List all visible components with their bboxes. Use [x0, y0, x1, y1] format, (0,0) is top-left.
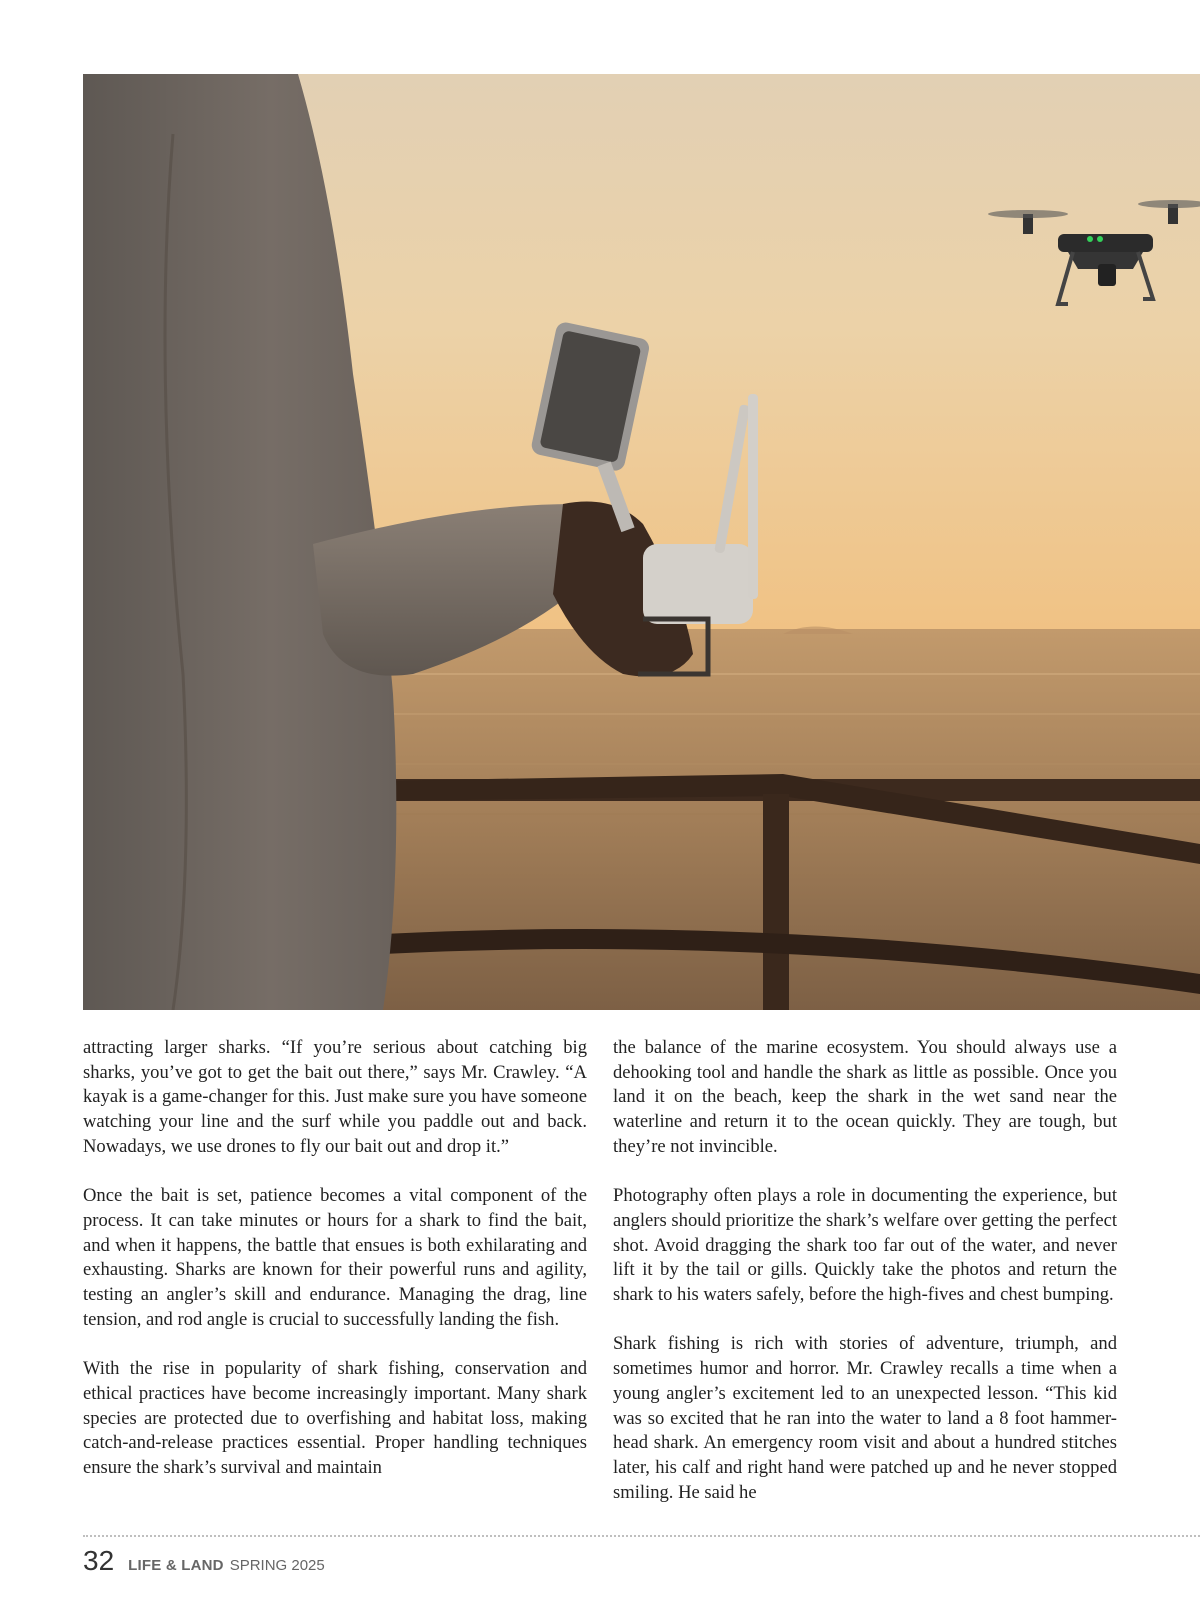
issue-label: SPRING 2025 [229, 1557, 325, 1574]
article-column-left [83, 1036, 587, 1481]
paragraph: Photography often plays a role in documenting the experience, but anglers should prioritize the shark’s welfare over getting the perfect shot. Avoid dragging the shark too far out of the water, and never lift it by the tail or gills. Quickly take the photos and return the shark to his waters safely, before the high-fives and chest bumping. [613, 1185, 1117, 1306]
paragraph: the balance of the marine ecosystem. You should always use a dehooking tool and handle the shark as little as possible. Once you land it on the beach, keep the shark in the wet sand near the waterline and return it to the ocean quickly. They are tough, but they’re not invincible. [613, 1037, 1117, 1157]
drone-sunset-photo [83, 74, 1200, 1010]
paragraph: Shark fishing is rich with stories of adventure, triumph, and sometimes humor and horror. Mr. Crawley recalls a time when a young angler’s excitement led to an unexpected lesson. “This kid was so excited that he ran into the water to land a 8 foot hammer-head shark. An emergency room visit and about a hundred stitches later, his calf and right hand were patched up and he never stopped smiling. He said he [613, 1333, 1117, 1503]
publication-name: LIFE & LAND [128, 1557, 224, 1574]
page-number: 32 [83, 1545, 115, 1576]
footer-divider [83, 1535, 1200, 1537]
article-column-right [613, 1036, 1117, 1505]
paragraph: attracting larger sharks. “If you’re serious about catching big sharks, you’ve got to get the bait out there,” says Mr. Crawley. “A kayak is a game-changer for this. Just make sure you have someone watching your line and the surf while you paddle out and back. Nowadays, we use drones to fly our bait out and drop it.” [83, 1037, 587, 1157]
page-footer [83, 1545, 325, 1585]
paragraph: With the rise in popularity of shark fishing, conservation and ethical practices have become increasingly important. Many shark species are protected due to overfishing and habitat loss, making catch-and-release practices essential. Proper handling techniques ensure the shark’s survival and maintain [83, 1358, 587, 1478]
paragraph: Once the bait is set, patience becomes a vital component of the process. It can take minutes or hours for a shark to find the bait, and when it happens, the battle that ensues is both exhilarating and exhausting. Sharks are known for their powerful runs and agility, testing an angler’s skill and endurance. Managing the drag, line tension, and rod angle is crucial to successfully landing the fish. [83, 1185, 587, 1330]
